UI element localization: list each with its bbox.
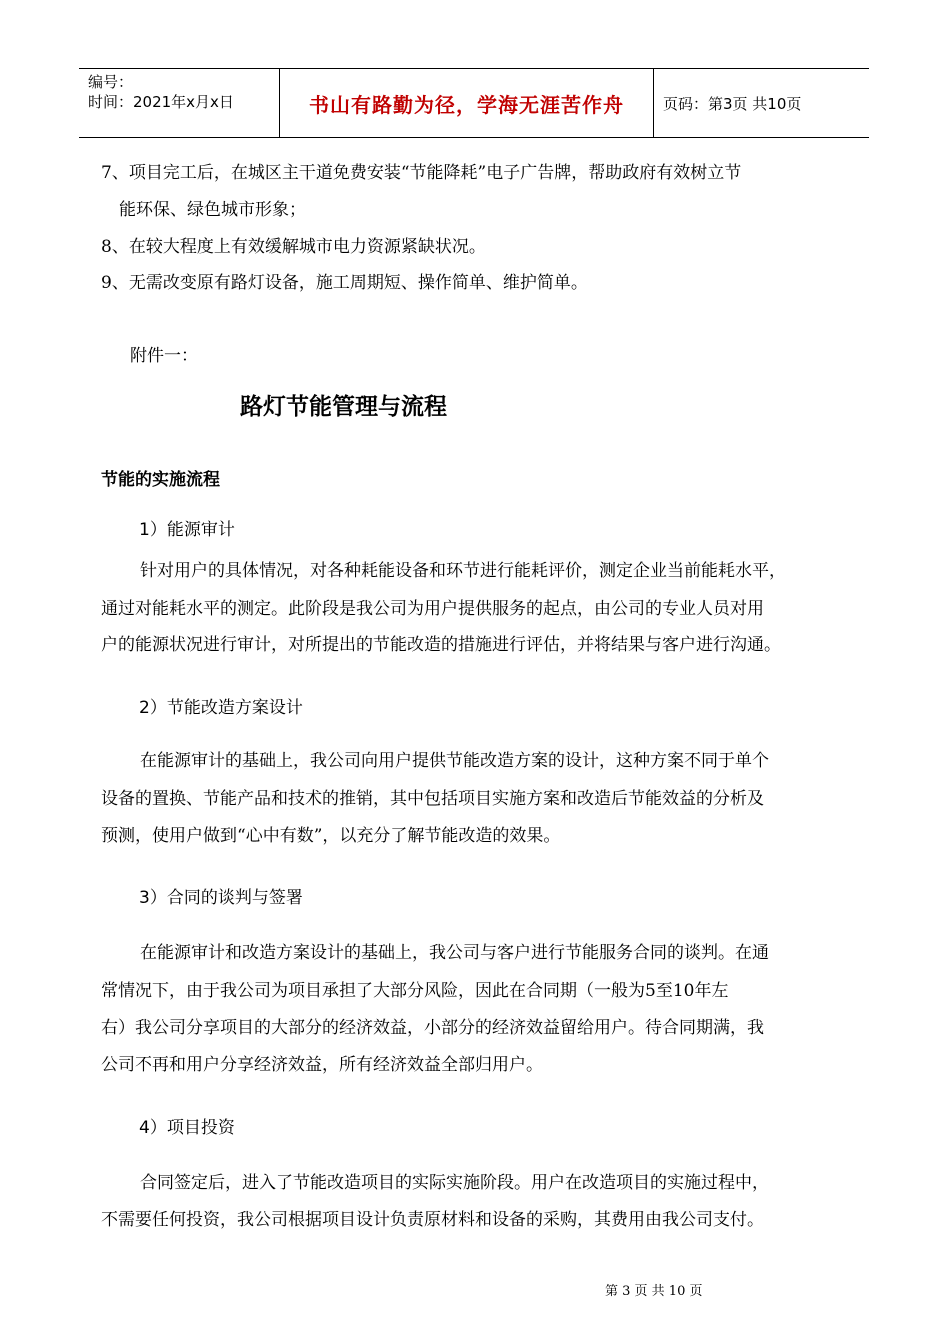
paragraph-line: 通过对能耗水平的测定。此阶段是我公司为用户提供服务的起点，由公司的专业人员对用 (101, 599, 764, 619)
paragraph-line: 户的能源状况进行审计，对所提出的节能改造的措施进行评估，并将结果与客户进行沟通。 (101, 635, 781, 655)
paragraph-line: 设备的置换、节能产品和技术的推销，其中包括项目实施方案和改造后节能效益的分析及 (101, 789, 764, 809)
paragraph-line: 在能源审计和改造方案设计的基础上，我公司与客户进行节能服务合同的谈判。在通 (140, 943, 769, 963)
paragraph-line: 右）我公司分享项目的大部分的经济效益，小部分的经济效益留给用户。待合同期满，我 (101, 1018, 764, 1038)
paragraph-line: 预测，使用户做到“心中有数”，以充分了解节能改造的效果。 (101, 826, 561, 846)
page-footer: 第 3 页 共 10 页 (605, 1284, 703, 1299)
header-table (79, 68, 869, 138)
step-heading: 4）项目投资 (139, 1118, 235, 1138)
paragraph-line: 公司不再和用户分享经济效益，所有经济效益全部归用户。 (101, 1055, 543, 1075)
page-title: 路灯节能管理与流程 (240, 394, 447, 420)
list-item-8: 8、在较大程度上有效缓解城市电力资源紧缺状况。 (101, 237, 486, 257)
document-number: 编号： (88, 73, 134, 91)
step-heading: 3）合同的谈判与签署 (139, 888, 303, 908)
step-heading: 2）节能改造方案设计 (139, 698, 303, 718)
header-info-cell (79, 69, 280, 137)
paragraph-line: 合同签定后，进入了节能改造项目的实际实施阶段。用户在改造项目的实施过程中， (140, 1173, 769, 1193)
section-heading: 节能的实施流程 (101, 470, 220, 490)
motto: 书山有路勤为径，学海无涯苦作舟 (309, 92, 624, 117)
document-date: 时间：2021年x月x日 (88, 93, 234, 111)
appendix-label: 附件一： (130, 346, 198, 366)
paragraph-line: 在能源审计的基础上，我公司向用户提供节能改造方案的设计，这种方案不同于单个 (140, 751, 769, 771)
paragraph-line: 不需要任何投资，我公司根据项目设计负责原材料和设备的采购，其费用由我公司支付。 (101, 1210, 764, 1230)
header-page-cell (654, 69, 869, 137)
page-indicator: 页码：第3页 共10页 (663, 94, 802, 113)
paragraph-line: 常情况下，由于我公司为项目承担了大部分风险，因此在合同期（一般为5至10年左 (101, 981, 729, 1001)
step-heading: 1）能源审计 (139, 520, 235, 540)
header-motto-cell (280, 69, 654, 137)
paragraph-line: 针对用户的具体情况，对各种耗能设备和环节进行能耗评价，测定企业当前能耗水平， (140, 561, 786, 581)
list-item-9: 9、无需改变原有路灯设备，施工周期短、操作简单、维护简单。 (101, 273, 588, 293)
list-item-7-continued: 能环保、绿色城市形象； (119, 200, 306, 220)
list-item-7: 7、项目完工后，在城区主干道免费安装“节能降耗”电子广告牌，帮助政府有效树立节 (101, 163, 742, 183)
